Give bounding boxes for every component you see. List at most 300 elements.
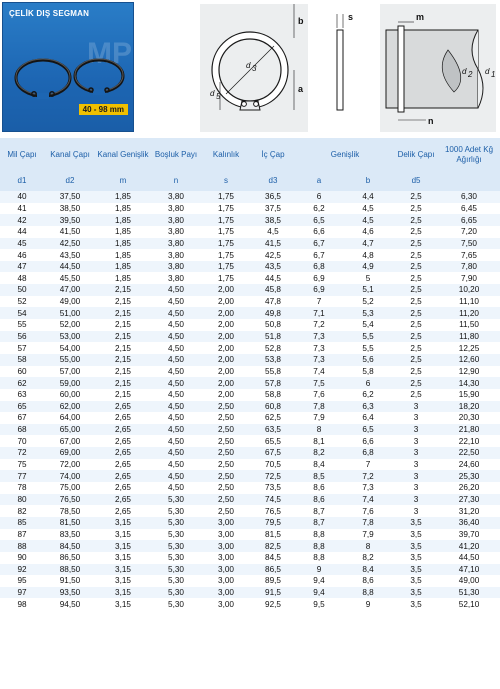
table-cell: 2,65 [96, 459, 150, 471]
table-cell: 2,65 [96, 505, 150, 517]
table-row [0, 272, 500, 284]
table-row [0, 203, 500, 215]
table-cell: 2,5 [394, 296, 438, 308]
table-cell: 4,50 [150, 482, 202, 494]
table-cell: 8,8 [296, 529, 342, 541]
table-cell: 4,50 [150, 435, 202, 447]
table-cell: 7,3 [296, 354, 342, 366]
table-cell: 27,30 [438, 494, 500, 506]
table-cell: 1,85 [96, 226, 150, 238]
table-row [0, 540, 500, 552]
col-mil-capi: Mil Çapı [0, 138, 44, 171]
table-cell: 3,00 [202, 564, 250, 576]
col-delik-capi: Delik Çapı [394, 138, 438, 171]
table-cell: 51,8 [250, 331, 296, 343]
table-row [0, 505, 500, 517]
table-cell: 8,2 [296, 447, 342, 459]
table-cell: 45,8 [250, 284, 296, 296]
table-cell: 1,75 [202, 214, 250, 226]
table-cell: 79,5 [250, 517, 296, 529]
table-cell: 2,5 [394, 377, 438, 389]
table-cell: 3 [394, 470, 438, 482]
table-cell: 51,30 [438, 587, 500, 599]
table-cell: 3,15 [96, 598, 150, 610]
table-cell: 3 [394, 505, 438, 517]
table-cell: 84,50 [44, 540, 96, 552]
table-cell: 67,00 [44, 435, 96, 447]
table-cell: 2,50 [202, 412, 250, 424]
table-cell: 56 [0, 331, 44, 343]
table-cell: 11,20 [438, 307, 500, 319]
table-cell: 12,90 [438, 366, 500, 378]
table-cell: 47,00 [44, 284, 96, 296]
table-cell: 2,65 [96, 401, 150, 413]
table-cell: 50 [0, 284, 44, 296]
table-cell: 11,10 [438, 296, 500, 308]
table-cell: 6,65 [438, 214, 500, 226]
table-row [0, 354, 500, 366]
col-kanal-genislik: Kanal Genişlik [96, 138, 150, 171]
table-cell: 7,8 [296, 401, 342, 413]
table-cell: 3,80 [150, 272, 202, 284]
table-cell: 37,50 [44, 191, 96, 203]
table-cell: 2,15 [96, 354, 150, 366]
table-cell: 2,00 [202, 342, 250, 354]
table-cell: 59,00 [44, 377, 96, 389]
table-row [0, 564, 500, 576]
table-cell: 9,5 [296, 598, 342, 610]
table-cell: 5,1 [342, 284, 394, 296]
table-cell: 3,15 [96, 517, 150, 529]
table-cell: 5,4 [342, 319, 394, 331]
table-cell: 4,50 [150, 424, 202, 436]
table-cell: 43,5 [250, 261, 296, 273]
table-cell: 8,6 [296, 494, 342, 506]
svg-text:1: 1 [491, 70, 496, 79]
table-cell: 8 [342, 540, 394, 552]
table-cell: 82,5 [250, 540, 296, 552]
table-cell: 12,60 [438, 354, 500, 366]
table-cell: 4,5 [250, 226, 296, 238]
table-cell: 2,5 [394, 319, 438, 331]
table-cell: 6,6 [342, 435, 394, 447]
table-cell: 8,7 [296, 505, 342, 517]
table-cell: 3,80 [150, 249, 202, 261]
label-d2: d [462, 67, 467, 76]
table-cell: 74,00 [44, 470, 96, 482]
table-cell: 50,8 [250, 319, 296, 331]
table-row [0, 412, 500, 424]
table-cell: 64,00 [44, 412, 96, 424]
table-cell: 75 [0, 459, 44, 471]
table-cell: 43,50 [44, 249, 96, 261]
table-cell: 36,5 [250, 191, 296, 203]
table-cell: 8,8 [296, 540, 342, 552]
table-cell: 6,2 [342, 389, 394, 401]
table-cell: 3,00 [202, 598, 250, 610]
table-cell: 53,8 [250, 354, 296, 366]
photo-watermark: MP [87, 37, 132, 70]
table-cell: 72,00 [44, 459, 96, 471]
table-cell: 8,1 [296, 435, 342, 447]
table-row [0, 598, 500, 610]
table-row [0, 529, 500, 541]
table-cell: 2,00 [202, 377, 250, 389]
table-cell: 2,5 [394, 238, 438, 250]
table-cell: 1,75 [202, 191, 250, 203]
table-cell: 7 [342, 459, 394, 471]
table-cell: 86,5 [250, 564, 296, 576]
product-title: ÇELİK DIŞ SEGMAN [9, 9, 90, 18]
table-cell: 7,50 [438, 238, 500, 250]
table-cell: 54 [0, 307, 44, 319]
table-cell: 5,30 [150, 575, 202, 587]
table-cell: 98 [0, 598, 44, 610]
table-cell: 41 [0, 203, 44, 215]
table-cell: 2,00 [202, 331, 250, 343]
table-cell: 3,5 [394, 517, 438, 529]
table-cell: 7,3 [296, 342, 342, 354]
table-cell: 81,50 [44, 517, 96, 529]
table-cell: 6,8 [296, 261, 342, 273]
table-cell: 4,50 [150, 354, 202, 366]
table-cell: 46 [0, 249, 44, 261]
header-row-symbols [0, 171, 500, 191]
table-cell: 1,85 [96, 203, 150, 215]
table-cell: 4,5 [342, 214, 394, 226]
table-cell: 3,80 [150, 226, 202, 238]
table-row [0, 296, 500, 308]
table-cell: 60,00 [44, 389, 96, 401]
table-cell: 2,00 [202, 296, 250, 308]
table-row [0, 470, 500, 482]
table-cell: 6,5 [296, 214, 342, 226]
table-cell: 47 [0, 261, 44, 273]
table-cell: 2,5 [394, 226, 438, 238]
table-cell: 4,50 [150, 366, 202, 378]
table-cell: 1,85 [96, 238, 150, 250]
table-cell: 2,15 [96, 331, 150, 343]
table-cell: 82 [0, 505, 44, 517]
table-cell: 14,30 [438, 377, 500, 389]
table-cell: 6,9 [296, 284, 342, 296]
sym-a: a [296, 171, 342, 191]
table-cell: 52,00 [44, 319, 96, 331]
table-cell: 1,75 [202, 238, 250, 250]
table-cell: 78 [0, 482, 44, 494]
product-photo [2, 2, 134, 132]
table-cell: 2,00 [202, 366, 250, 378]
table-cell: 8,4 [296, 459, 342, 471]
table-cell: 55 [0, 319, 44, 331]
table-cell: 7,6 [342, 505, 394, 517]
table-cell: 7,65 [438, 249, 500, 261]
table-cell: 73,5 [250, 482, 296, 494]
table-row [0, 214, 500, 226]
table-cell: 5,30 [150, 505, 202, 517]
table-cell: 4,50 [150, 377, 202, 389]
table-cell: 69,00 [44, 447, 96, 459]
table-cell: 41,5 [250, 238, 296, 250]
table-row [0, 238, 500, 250]
table-cell: 6,5 [342, 424, 394, 436]
sym-d5: d5 [394, 171, 438, 191]
table-cell: 4,7 [342, 238, 394, 250]
table-cell: 3,15 [96, 540, 150, 552]
table-row [0, 552, 500, 564]
table-cell: 78,50 [44, 505, 96, 517]
table-cell: 52,8 [250, 342, 296, 354]
table-cell: 22,10 [438, 435, 500, 447]
table-cell: 4,50 [150, 284, 202, 296]
table-cell: 4,50 [150, 342, 202, 354]
table-cell: 58 [0, 354, 44, 366]
table-cell: 7,80 [438, 261, 500, 273]
table-cell: 91,50 [44, 575, 96, 587]
table-cell: 52 [0, 296, 44, 308]
table-cell: 4,8 [342, 249, 394, 261]
table-cell: 3,80 [150, 214, 202, 226]
table-cell: 22,50 [438, 447, 500, 459]
table-cell: 57 [0, 342, 44, 354]
table-cell: 42,5 [250, 249, 296, 261]
table-cell: 92 [0, 564, 44, 576]
svg-text:2: 2 [468, 70, 473, 79]
col-genislik: Genişlik [296, 138, 394, 171]
table-cell: 7,2 [296, 319, 342, 331]
table-cell: 48 [0, 272, 44, 284]
table-row [0, 447, 500, 459]
table-cell: 20,30 [438, 412, 500, 424]
table-cell: 67,5 [250, 447, 296, 459]
table-row [0, 389, 500, 401]
sym-blank [438, 171, 500, 191]
table-cell: 3 [394, 424, 438, 436]
table-cell: 2,65 [96, 494, 150, 506]
table-cell: 6,7 [296, 238, 342, 250]
table-cell: 4,50 [150, 296, 202, 308]
table-row [0, 342, 500, 354]
table-cell: 60,8 [250, 401, 296, 413]
table-cell: 3,80 [150, 261, 202, 273]
table-cell: 12,25 [438, 342, 500, 354]
table-cell: 3,5 [394, 552, 438, 564]
table-cell: 5,30 [150, 564, 202, 576]
table-cell: 6 [342, 377, 394, 389]
table-row [0, 331, 500, 343]
table-cell: 2,5 [394, 191, 438, 203]
table-cell: 6,8 [342, 447, 394, 459]
table-cell: 2,00 [202, 354, 250, 366]
table-cell: 5,5 [342, 342, 394, 354]
sym-d3: d3 [250, 171, 296, 191]
table-cell: 2,5 [394, 331, 438, 343]
table-cell: 1,85 [96, 249, 150, 261]
table-cell: 41,20 [438, 540, 500, 552]
table-cell: 8,8 [342, 587, 394, 599]
table-cell: 87 [0, 529, 44, 541]
table-cell: 44 [0, 226, 44, 238]
size-range-badge: 40 - 98 mm [79, 104, 128, 115]
table-cell: 2,50 [202, 459, 250, 471]
table-cell: 72,5 [250, 470, 296, 482]
table-cell: 76,5 [250, 505, 296, 517]
table-cell: 25,30 [438, 470, 500, 482]
table-cell: 3 [394, 435, 438, 447]
table-cell: 4,4 [342, 191, 394, 203]
table-cell: 7,2 [342, 470, 394, 482]
table-cell: 3,00 [202, 517, 250, 529]
table-cell: 89,5 [250, 575, 296, 587]
table-cell: 1,85 [96, 214, 150, 226]
table-cell: 75,00 [44, 482, 96, 494]
svg-text:3: 3 [252, 64, 257, 73]
table-cell: 26,20 [438, 482, 500, 494]
table-cell: 2,00 [202, 284, 250, 296]
table-cell: 72 [0, 447, 44, 459]
table-cell: 36,40 [438, 517, 500, 529]
table-cell: 8,5 [296, 470, 342, 482]
table-cell: 57,00 [44, 366, 96, 378]
table-cell: 54,00 [44, 342, 96, 354]
table-cell: 2,5 [394, 272, 438, 284]
table-cell: 3,15 [96, 564, 150, 576]
table-cell: 81,5 [250, 529, 296, 541]
table-cell: 2,5 [394, 307, 438, 319]
table-cell: 2,15 [96, 296, 150, 308]
table-cell: 2,15 [96, 342, 150, 354]
table-cell: 47,10 [438, 564, 500, 576]
table-row [0, 307, 500, 319]
table-cell: 88,50 [44, 564, 96, 576]
table-cell: 83,50 [44, 529, 96, 541]
table-cell: 38,50 [44, 203, 96, 215]
table-cell: 2,15 [96, 307, 150, 319]
table-cell: 15,90 [438, 389, 500, 401]
table-cell: 7,9 [342, 529, 394, 541]
table-cell: 65,5 [250, 435, 296, 447]
table-cell: 5,30 [150, 540, 202, 552]
sym-m: m [96, 171, 150, 191]
table-cell: 76,50 [44, 494, 96, 506]
sym-b: b [342, 171, 394, 191]
table-cell: 1,85 [96, 261, 150, 273]
table-cell: 2,5 [394, 284, 438, 296]
label-d1: d [485, 67, 490, 76]
table-cell: 5,30 [150, 552, 202, 564]
table-cell: 65,00 [44, 424, 96, 436]
table-row [0, 191, 500, 203]
table-row [0, 401, 500, 413]
table-cell: 60 [0, 366, 44, 378]
table-cell: 1,75 [202, 203, 250, 215]
table-cell: 4,50 [150, 470, 202, 482]
table-cell: 85 [0, 517, 44, 529]
table-cell: 3,00 [202, 540, 250, 552]
table-row [0, 587, 500, 599]
table-cell: 3 [394, 482, 438, 494]
table-row [0, 261, 500, 273]
table-cell: 6,45 [438, 203, 500, 215]
table-cell: 92,5 [250, 598, 296, 610]
header-area [0, 0, 500, 138]
table-cell: 57,8 [250, 377, 296, 389]
table-cell: 3 [394, 494, 438, 506]
label-m: m [416, 12, 425, 22]
table-cell: 93,50 [44, 587, 96, 599]
table-cell: 42,50 [44, 238, 96, 250]
table-cell: 55,00 [44, 354, 96, 366]
table-cell: 3,15 [96, 587, 150, 599]
table-cell: 2,00 [202, 389, 250, 401]
label-d5: d [210, 89, 215, 98]
table-cell: 2,50 [202, 447, 250, 459]
table-cell: 2,50 [202, 494, 250, 506]
table-cell: 3,15 [96, 552, 150, 564]
table-cell: 49,8 [250, 307, 296, 319]
table-cell: 3,5 [394, 598, 438, 610]
table-cell: 53,00 [44, 331, 96, 343]
table-cell: 86,50 [44, 552, 96, 564]
table-cell: 44,50 [438, 552, 500, 564]
table-cell: 8,6 [296, 482, 342, 494]
table-cell: 49,00 [438, 575, 500, 587]
table-cell: 3,5 [394, 564, 438, 576]
table-cell: 45 [0, 238, 44, 250]
col-bosluk-payi: Boşluk Payı [150, 138, 202, 171]
table-cell: 4,6 [342, 226, 394, 238]
table-cell: 6,9 [296, 272, 342, 284]
table-cell: 3,00 [202, 529, 250, 541]
table-cell: 77 [0, 470, 44, 482]
table-cell: 1,75 [202, 261, 250, 273]
table-cell: 63,5 [250, 424, 296, 436]
table-cell: 2,50 [202, 401, 250, 413]
table-row [0, 517, 500, 529]
table-cell: 70,5 [250, 459, 296, 471]
table-cell: 8,8 [296, 552, 342, 564]
table-cell: 2,50 [202, 482, 250, 494]
table-cell: 18,20 [438, 401, 500, 413]
col-agirlik: 1000 Adet Kğ Ağırlığı [438, 138, 500, 171]
table-cell: 74,5 [250, 494, 296, 506]
table-row [0, 494, 500, 506]
col-kalinlik: Kalınlık [202, 138, 250, 171]
table-row [0, 249, 500, 261]
table-cell: 4,50 [150, 447, 202, 459]
table-cell: 3,15 [96, 529, 150, 541]
table-cell: 3,15 [96, 575, 150, 587]
label-s: s [348, 12, 354, 22]
table-row [0, 575, 500, 587]
table-cell: 44,50 [44, 261, 96, 273]
table-cell: 10,20 [438, 284, 500, 296]
table-cell: 1,85 [96, 272, 150, 284]
table-row [0, 424, 500, 436]
table-cell: 6 [296, 191, 342, 203]
table-cell: 42 [0, 214, 44, 226]
table-cell: 91,5 [250, 587, 296, 599]
table-cell: 45,50 [44, 272, 96, 284]
table-cell: 9 [296, 564, 342, 576]
table-row [0, 435, 500, 447]
table-cell: 2,5 [394, 249, 438, 261]
table-cell: 5,30 [150, 587, 202, 599]
table-cell: 55,8 [250, 366, 296, 378]
table-cell: 37,5 [250, 203, 296, 215]
label-n: n [428, 116, 434, 126]
table-cell: 65 [0, 401, 44, 413]
